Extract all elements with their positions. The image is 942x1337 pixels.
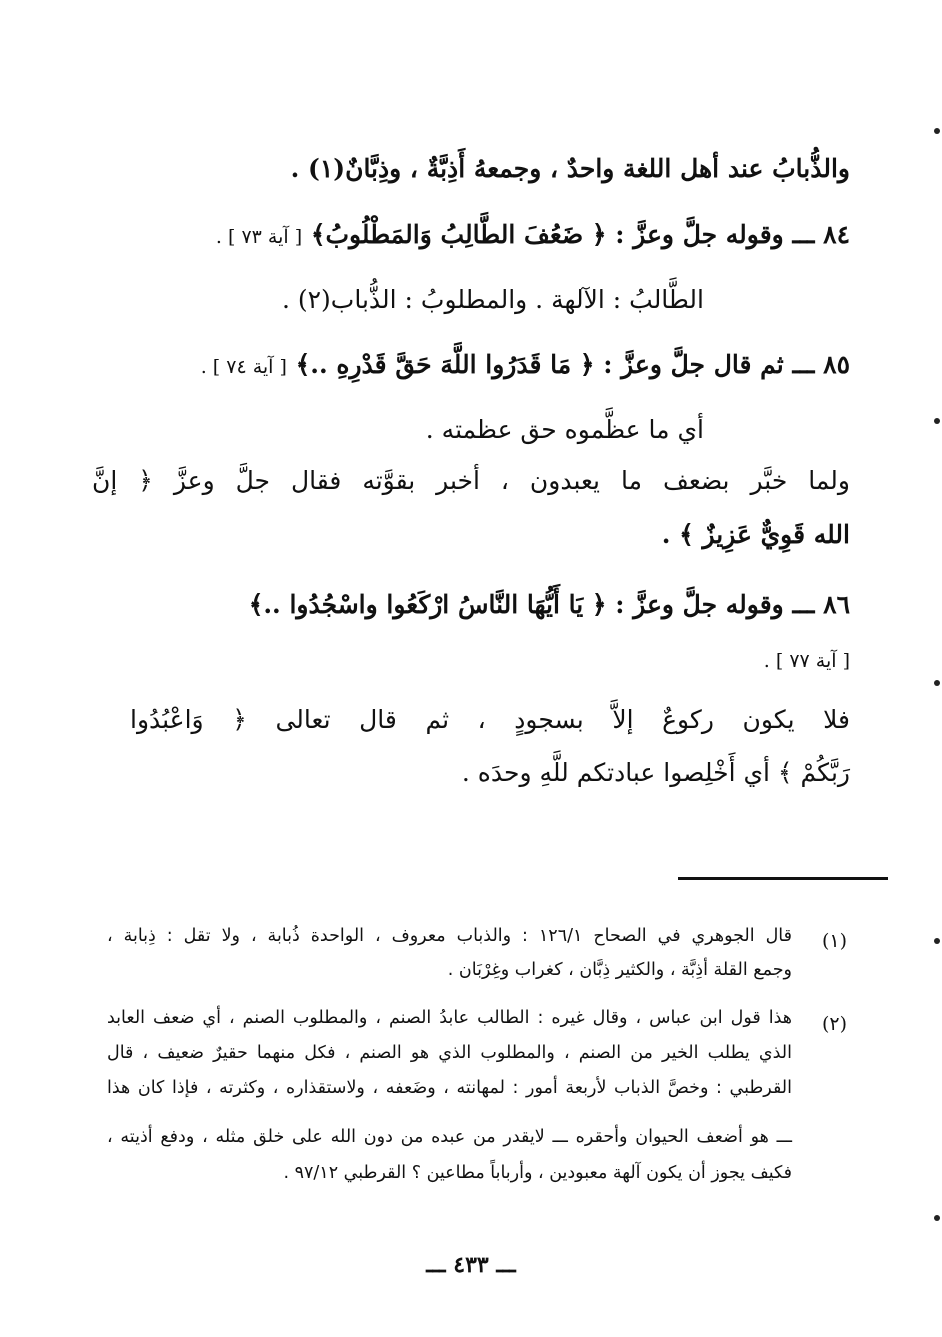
scan-mark [934,418,940,424]
body-line-1 [291,154,850,183]
footnote-1-line-2: وجمع القلة أذِبَّة ، والكثير ذِبَّان ، كغراب وغِرْبَان . [447,960,792,980]
footnote-2-line-4: ـــ هو أضعف الحيوان وأحقره ـــ لايقدر من عبده من دون الله على خلق مثله ، ودفع أذيته ، [107,1127,792,1147]
verse-reference: [ آية ٧٧ ] . [763,650,850,672]
footnote-marker-1: (١) [821,930,847,952]
footnote-2-line-3: القرطبي : وخصَّ الذباب لأربعة أمور : لمهانته ، وضَعفه ، ولاستقذاره ، وكثرته ، فإذا كان هذا [107,1078,792,1098]
line-text: رَبَّكُمْ ﴾ أي أَخْلِصوا عبادتكم للَّهِ وحدَه . [461,758,850,787]
page-number: ـــ ٤٣٣ ـــ [426,1252,516,1278]
entry-85 [201,350,850,379]
body-line-11 [462,758,850,787]
entry-number: ٨٥ [823,350,850,379]
footnote-2-line-1: هذا قول ابن عباس ، وقال غيره : الطالب عابدُ الصنم ، والمطلوب الصنم ، أي ضعف العابد [107,1008,792,1028]
entry-number: ٨٦ [823,590,850,619]
line-text: الله قَوِيٌّ عَزِيزٌ ﴾ . [661,520,850,549]
scan-mark [934,938,940,944]
scan-mark [934,1215,940,1221]
line-text: الطَّالبُ : الآلهة . والمطلوبُ : الذُّباب(٢) . [281,285,704,314]
entry-86 [249,590,850,619]
line-text: والذُّبابُ عند أهل اللغة واحدٌ ، وجمعهُ أَذِبَّةٌ ، وذِبَّانٌ(١) . [290,154,850,183]
scan-mark [934,128,940,134]
footnote-2-line-2: الذي يطلب الخير من الصنم ، والمطلوب الذي هو الصنم ، فكل منهما حقيرٌ ضعيف ، قال [107,1043,792,1063]
entry-text: ـــ وقوله جلَّ وعزَّ : ﴿ يَا أَيُّهَا النَّاسُ ارْكَعُوا واسْجُدُوا ..﴾ [248,590,815,619]
footnote-1-line-1: قال الجوهري في الصحاح ١٢٦/١ : والذباب معروف ، الواحدة ذُبابة ، ولا تقل : ذِبابة ، [107,926,792,946]
scan-mark [934,680,940,686]
footnote-2-line-5: فكيف يجوز أن يكون آلهة معبودين ، وأرباباً مطاعين ؟ القرطبي ٩٧/١٢ . [283,1163,792,1183]
body-line-6 [92,466,850,495]
body-line-5 [426,415,704,444]
footnote-separator [678,877,888,880]
entry-text: ـــ وقوله جلَّ وعزَّ : ﴿ ضَعُفَ الطَّالِبُ وَالمَطْلُوبُ﴾ [302,220,815,249]
line-text: ولما خبَّر بضعف ما يعبدون ، أخبر بقوَّته فقال جلَّ وعزَّ ﴿ إنَّ [92,466,850,495]
footnote-marker-2: (٢) [821,1013,847,1035]
body-line-10 [130,705,850,734]
body-line-7 [662,520,850,549]
entry-84 [216,220,850,249]
entry-number: ٨٤ [823,220,850,249]
body-line-3 [282,285,704,314]
line-text: فلا يكون ركوعٌ إلاَّ بسجودٍ ، ثم قال تعالى ﴿ وَاعْبُدُوا [130,705,850,734]
body-line-9 [764,650,850,672]
line-text: أي ما عظَّموه حق عظمته . [425,415,704,444]
entry-text: ـــ ثم قال جلَّ وعزَّ : ﴿ مَا قَدَرُوا اللَّهَ حَقَّ قَدْرِهِ ..﴾ [286,350,815,379]
verse-reference: [ آية ٧٣ ] . [215,226,303,248]
verse-reference: [ آية ٧٤ ] . [200,356,287,378]
